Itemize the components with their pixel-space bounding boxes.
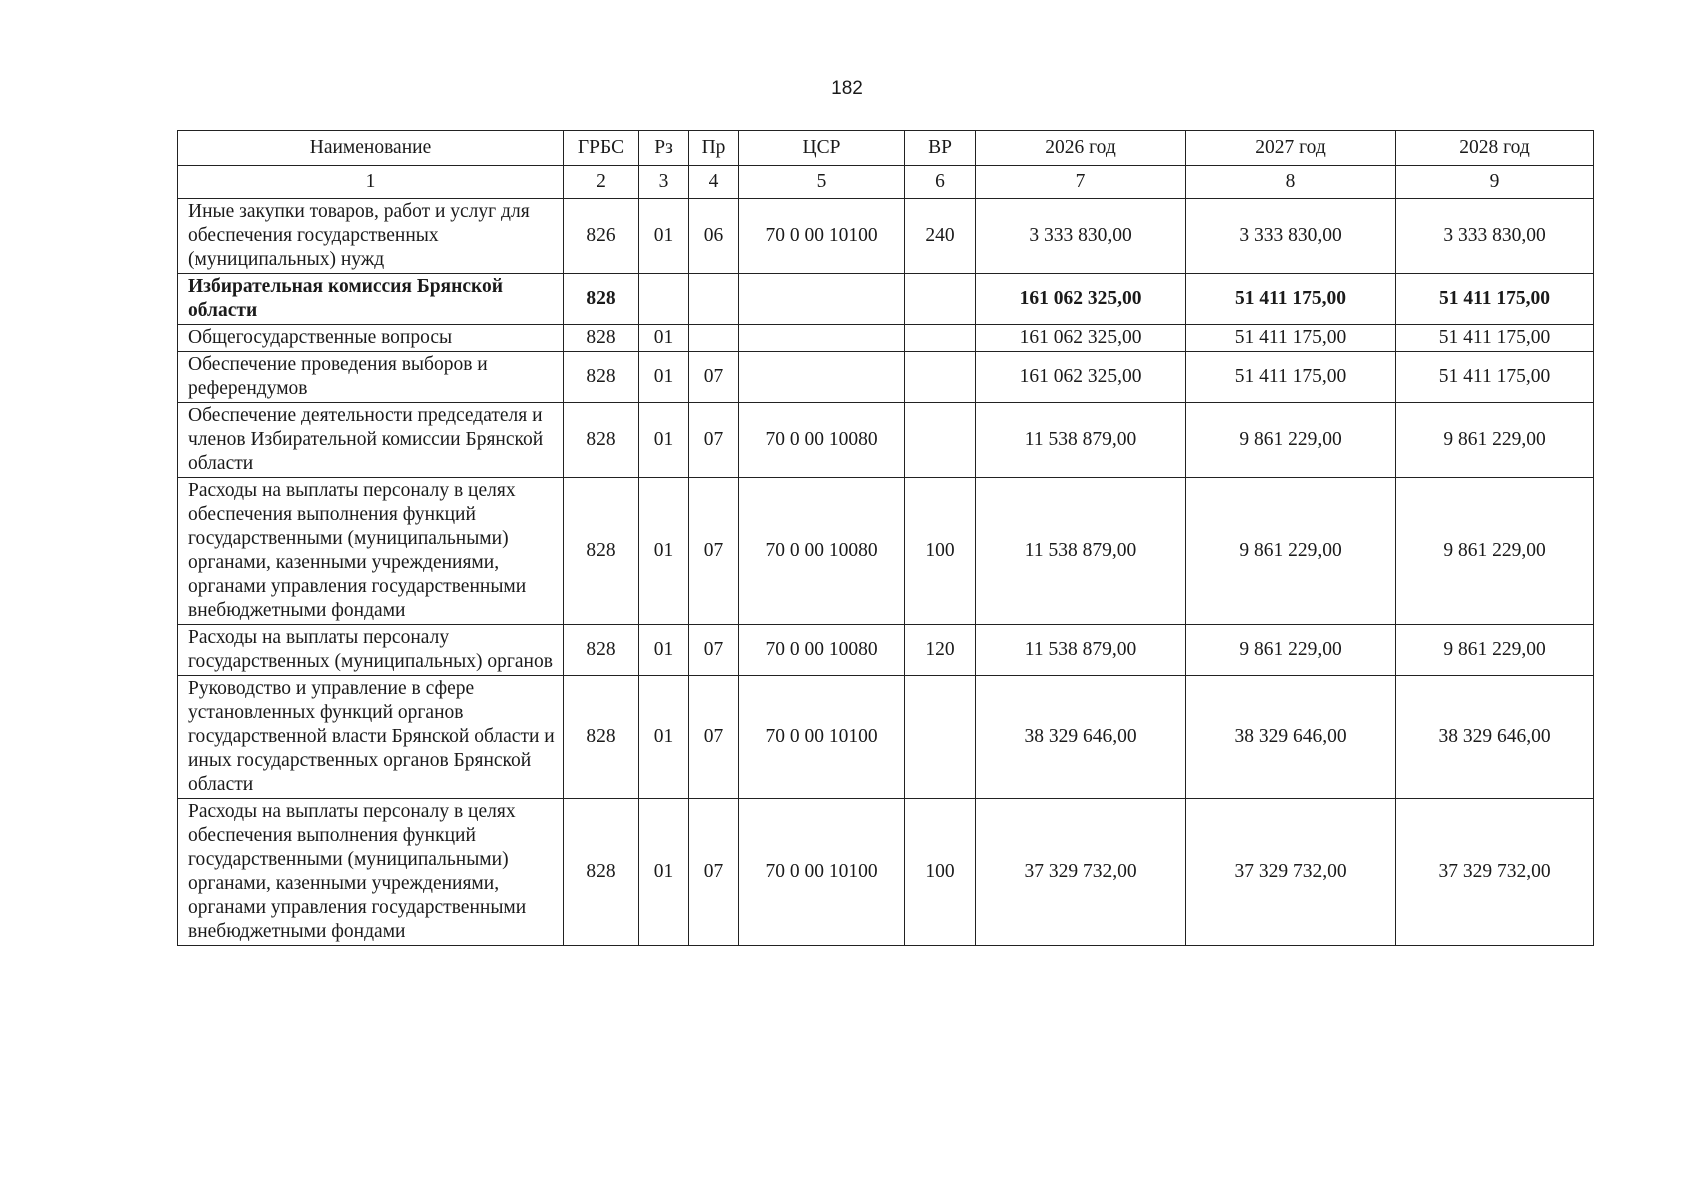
cell-vr — [905, 403, 976, 478]
cell-grbs: 828 — [564, 274, 639, 325]
cell-amount-2026: 161 062 325,00 — [976, 352, 1186, 403]
table-row — [178, 625, 1594, 676]
cell-amount-2027: 9 861 229,00 — [1186, 625, 1396, 676]
cell-amount-2027: 51 411 175,00 — [1186, 274, 1396, 325]
cell-amount-2027: 9 861 229,00 — [1186, 478, 1396, 625]
cell-vr — [905, 325, 976, 352]
cell-amount-2026: 11 538 879,00 — [976, 625, 1186, 676]
cell-amount-2028: 51 411 175,00 — [1396, 274, 1594, 325]
col-header-2026: 2026 год — [976, 131, 1186, 166]
cell-rz: 01 — [639, 403, 689, 478]
cell-name: Иные закупки товаров, работ и услуг для обеспечения государственных (муниципальных) нужд — [178, 199, 564, 274]
cell-grbs: 828 — [564, 625, 639, 676]
cell-csr — [739, 325, 905, 352]
cell-rz: 01 — [639, 199, 689, 274]
cell-csr: 70 0 00 10100 — [739, 676, 905, 799]
cell-name: Обеспечение деятельности председателя и членов Избирательной комиссии Брянской области — [178, 403, 564, 478]
cell-amount-2028: 9 861 229,00 — [1396, 625, 1594, 676]
cell-amount-2026: 38 329 646,00 — [976, 676, 1186, 799]
col-number: 7 — [976, 166, 1186, 199]
cell-pr: 07 — [689, 799, 739, 946]
cell-pr: 07 — [689, 352, 739, 403]
col-header-csr: ЦСР — [739, 131, 905, 166]
col-number: 9 — [1396, 166, 1594, 199]
page-number: 182 — [831, 78, 863, 99]
table-row — [178, 478, 1594, 625]
cell-vr — [905, 352, 976, 403]
table-row — [178, 799, 1594, 946]
cell-vr: 240 — [905, 199, 976, 274]
table-body — [178, 199, 1594, 946]
cell-rz — [639, 274, 689, 325]
cell-amount-2026: 3 333 830,00 — [976, 199, 1186, 274]
cell-csr: 70 0 00 10080 — [739, 478, 905, 625]
cell-name: Расходы на выплаты персоналу в целях обеспечения выполнения функций государственными (муниципальными) органами, казенными учреждениями, органами управления государственными внебюджетными фондами — [178, 478, 564, 625]
col-header-pr: Пр — [689, 131, 739, 166]
cell-pr — [689, 325, 739, 352]
cell-name: Избирательная комиссия Брянской области — [178, 274, 564, 325]
table-row — [178, 676, 1594, 799]
column-number-row — [178, 166, 1594, 199]
col-number: 4 — [689, 166, 739, 199]
cell-grbs: 828 — [564, 325, 639, 352]
table-row — [178, 403, 1594, 478]
table-row — [178, 325, 1594, 352]
cell-amount-2027: 51 411 175,00 — [1186, 325, 1396, 352]
cell-rz: 01 — [639, 625, 689, 676]
col-number: 8 — [1186, 166, 1396, 199]
col-number: 5 — [739, 166, 905, 199]
cell-amount-2028: 3 333 830,00 — [1396, 199, 1594, 274]
cell-amount-2028: 38 329 646,00 — [1396, 676, 1594, 799]
cell-name: Расходы на выплаты персоналу государственных (муниципальных) органов — [178, 625, 564, 676]
cell-name: Руководство и управление в сфере установленных функций органов государственной власти Брянской области и иных государственных органов Брянской области — [178, 676, 564, 799]
cell-amount-2026: 161 062 325,00 — [976, 325, 1186, 352]
cell-rz: 01 — [639, 352, 689, 403]
cell-amount-2027: 51 411 175,00 — [1186, 352, 1396, 403]
cell-amount-2027: 3 333 830,00 — [1186, 199, 1396, 274]
table-row — [178, 274, 1594, 325]
header-row — [178, 131, 1594, 166]
cell-vr: 100 — [905, 478, 976, 625]
col-header-grbs: ГРБС — [564, 131, 639, 166]
col-header-2027: 2027 год — [1186, 131, 1396, 166]
table-row — [178, 199, 1594, 274]
cell-pr: 07 — [689, 403, 739, 478]
col-number: 6 — [905, 166, 976, 199]
col-header-name: Наименование — [178, 131, 564, 166]
cell-grbs: 828 — [564, 403, 639, 478]
cell-grbs: 828 — [564, 478, 639, 625]
cell-grbs: 826 — [564, 199, 639, 274]
cell-rz: 01 — [639, 325, 689, 352]
cell-csr: 70 0 00 10080 — [739, 625, 905, 676]
cell-amount-2026: 11 538 879,00 — [976, 403, 1186, 478]
table-row — [178, 352, 1594, 403]
cell-rz: 01 — [639, 676, 689, 799]
cell-amount-2028: 37 329 732,00 — [1396, 799, 1594, 946]
cell-csr: 70 0 00 10100 — [739, 799, 905, 946]
cell-grbs: 828 — [564, 352, 639, 403]
cell-rz: 01 — [639, 799, 689, 946]
cell-vr: 120 — [905, 625, 976, 676]
col-number: 1 — [178, 166, 564, 199]
col-number: 3 — [639, 166, 689, 199]
cell-rz: 01 — [639, 478, 689, 625]
cell-grbs: 828 — [564, 676, 639, 799]
cell-amount-2026: 11 538 879,00 — [976, 478, 1186, 625]
cell-amount-2027: 38 329 646,00 — [1186, 676, 1396, 799]
cell-amount-2028: 9 861 229,00 — [1396, 478, 1594, 625]
cell-pr — [689, 274, 739, 325]
cell-csr: 70 0 00 10100 — [739, 199, 905, 274]
cell-amount-2027: 37 329 732,00 — [1186, 799, 1396, 946]
cell-name: Обеспечение проведения выборов и референдумов — [178, 352, 564, 403]
cell-amount-2026: 161 062 325,00 — [976, 274, 1186, 325]
cell-csr — [739, 274, 905, 325]
cell-name: Расходы на выплаты персоналу в целях обеспечения выполнения функций государственными (муниципальными) органами, казенными учреждениями, органами управления государственными внебюджетными фондами — [178, 799, 564, 946]
cell-vr — [905, 274, 976, 325]
col-header-2028: 2028 год — [1396, 131, 1594, 166]
budget-table — [177, 130, 1594, 946]
col-header-vr: ВР — [905, 131, 976, 166]
cell-pr: 07 — [689, 625, 739, 676]
cell-vr — [905, 676, 976, 799]
col-number: 2 — [564, 166, 639, 199]
cell-name: Общегосударственные вопросы — [178, 325, 564, 352]
cell-amount-2028: 51 411 175,00 — [1396, 325, 1594, 352]
cell-amount-2028: 9 861 229,00 — [1396, 403, 1594, 478]
cell-amount-2027: 9 861 229,00 — [1186, 403, 1396, 478]
cell-amount-2026: 37 329 732,00 — [976, 799, 1186, 946]
cell-pr: 06 — [689, 199, 739, 274]
cell-csr — [739, 352, 905, 403]
cell-amount-2028: 51 411 175,00 — [1396, 352, 1594, 403]
cell-pr: 07 — [689, 478, 739, 625]
cell-vr: 100 — [905, 799, 976, 946]
cell-csr: 70 0 00 10080 — [739, 403, 905, 478]
cell-grbs: 828 — [564, 799, 639, 946]
col-header-rz: Рз — [639, 131, 689, 166]
cell-pr: 07 — [689, 676, 739, 799]
